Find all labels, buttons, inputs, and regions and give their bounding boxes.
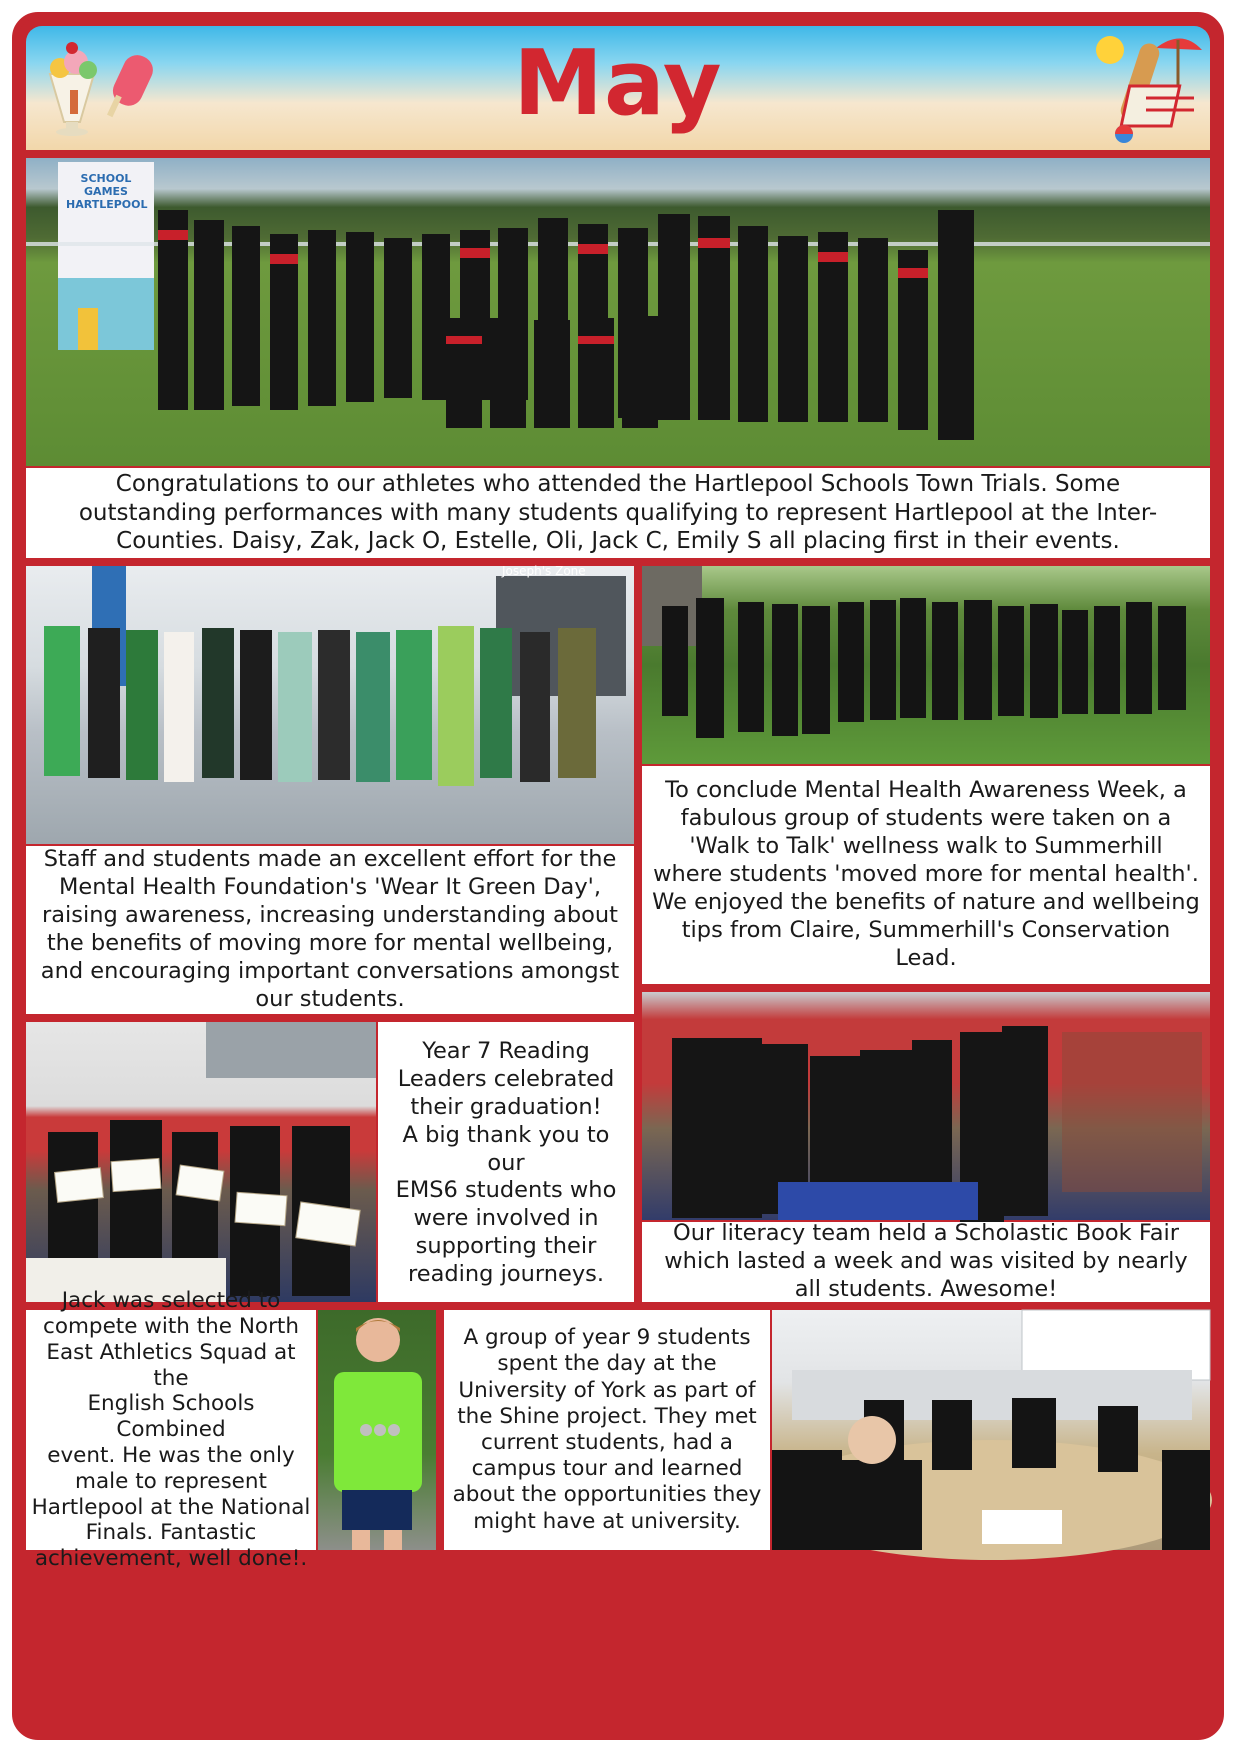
reading-leaders-caption-box bbox=[378, 1022, 634, 1302]
jack-illustration bbox=[318, 1310, 436, 1550]
jack-caption-box bbox=[26, 1288, 316, 1572]
walk-to-talk-caption: To conclude Mental Health Awareness Week, a fabulous group of students were taken on a 'Walk to Talk' wellness walk to Summerhill where students 'moved more for mental health'. We enjoyed the benefits of nature and wellbeing tips from Claire, Summerhill's Conservation Lead. bbox=[652, 777, 1200, 971]
book-fair-photo bbox=[642, 992, 1210, 1220]
athletics-caption: Congratulations to our athletes who attended the Hartlepool Schools Town Trials. Some outstanding performances with many students qualifying to represent Hartlepool at the Inter-Counties. Daisy, Zak, Jack O, Estelle, Oli, Jack C, Emily S all placing first in their events. bbox=[78, 470, 1158, 555]
athletics-illustration bbox=[26, 158, 1210, 466]
shine-illustration bbox=[772, 1310, 1210, 1550]
josephs-zone-sign: Joseph's Zone bbox=[502, 564, 586, 578]
walk-to-talk-caption-box bbox=[642, 766, 1210, 984]
reading-leaders-photo bbox=[26, 1022, 376, 1302]
green-day-caption-box bbox=[26, 846, 634, 1014]
jack-caption: Jack was selected to compete with the North East Athletics Squad at the English Schools Combined event. He was the only male to represent Hartlepool at the National Finals. Fantastic achievement, well done!. bbox=[31, 1288, 311, 1572]
book-fair-illustration bbox=[642, 992, 1210, 1220]
reading-leaders-caption-1: Year 7 Reading Leaders celebrated their graduation! bbox=[397, 1038, 615, 1120]
book-fair-caption: Our literacy team held a Scholastic Book Fair which lasted a week and was visited by nearly all students. Awesome! bbox=[664, 1220, 1188, 1302]
school-games-banner-text: SCHOOL GAMES HARTLEPOOL bbox=[66, 172, 148, 212]
green-day-illustration bbox=[26, 566, 634, 844]
athletics-caption-box bbox=[26, 468, 1210, 558]
shine-caption-box bbox=[444, 1310, 770, 1550]
book-fair-caption-box bbox=[642, 1222, 1210, 1302]
reading-leaders-illustration bbox=[26, 1022, 376, 1302]
athletics-team-photo bbox=[26, 158, 1210, 466]
walk-to-talk-photo bbox=[642, 566, 1210, 764]
page-title: May bbox=[513, 31, 723, 136]
beach-chair-icon bbox=[1086, 28, 1206, 148]
newsletter-frame bbox=[12, 12, 1224, 1740]
header-banner bbox=[26, 26, 1210, 150]
jack-photo bbox=[318, 1310, 436, 1550]
reading-leaders-caption-2: A big thank you to our EMS6 students who were involved in supporting their reading journeys. bbox=[395, 1121, 617, 1288]
green-day-photo bbox=[26, 566, 634, 844]
green-day-caption: Staff and students made an excellent effort for the Mental Health Foundation's 'Wear It Green Day', raising awareness, increasing understanding about the benefits of moving more for mental wellbeing, and encouraging important conversations amongst our students. bbox=[40, 846, 620, 1012]
shine-photo bbox=[772, 1310, 1210, 1550]
shine-caption: A group of year 9 students spent the day at the University of York as part of the Shine project. They met current students, had a campus tour and learned about the opportunities they might have at university. bbox=[452, 1325, 762, 1534]
walk-to-talk-illustration bbox=[642, 566, 1210, 764]
